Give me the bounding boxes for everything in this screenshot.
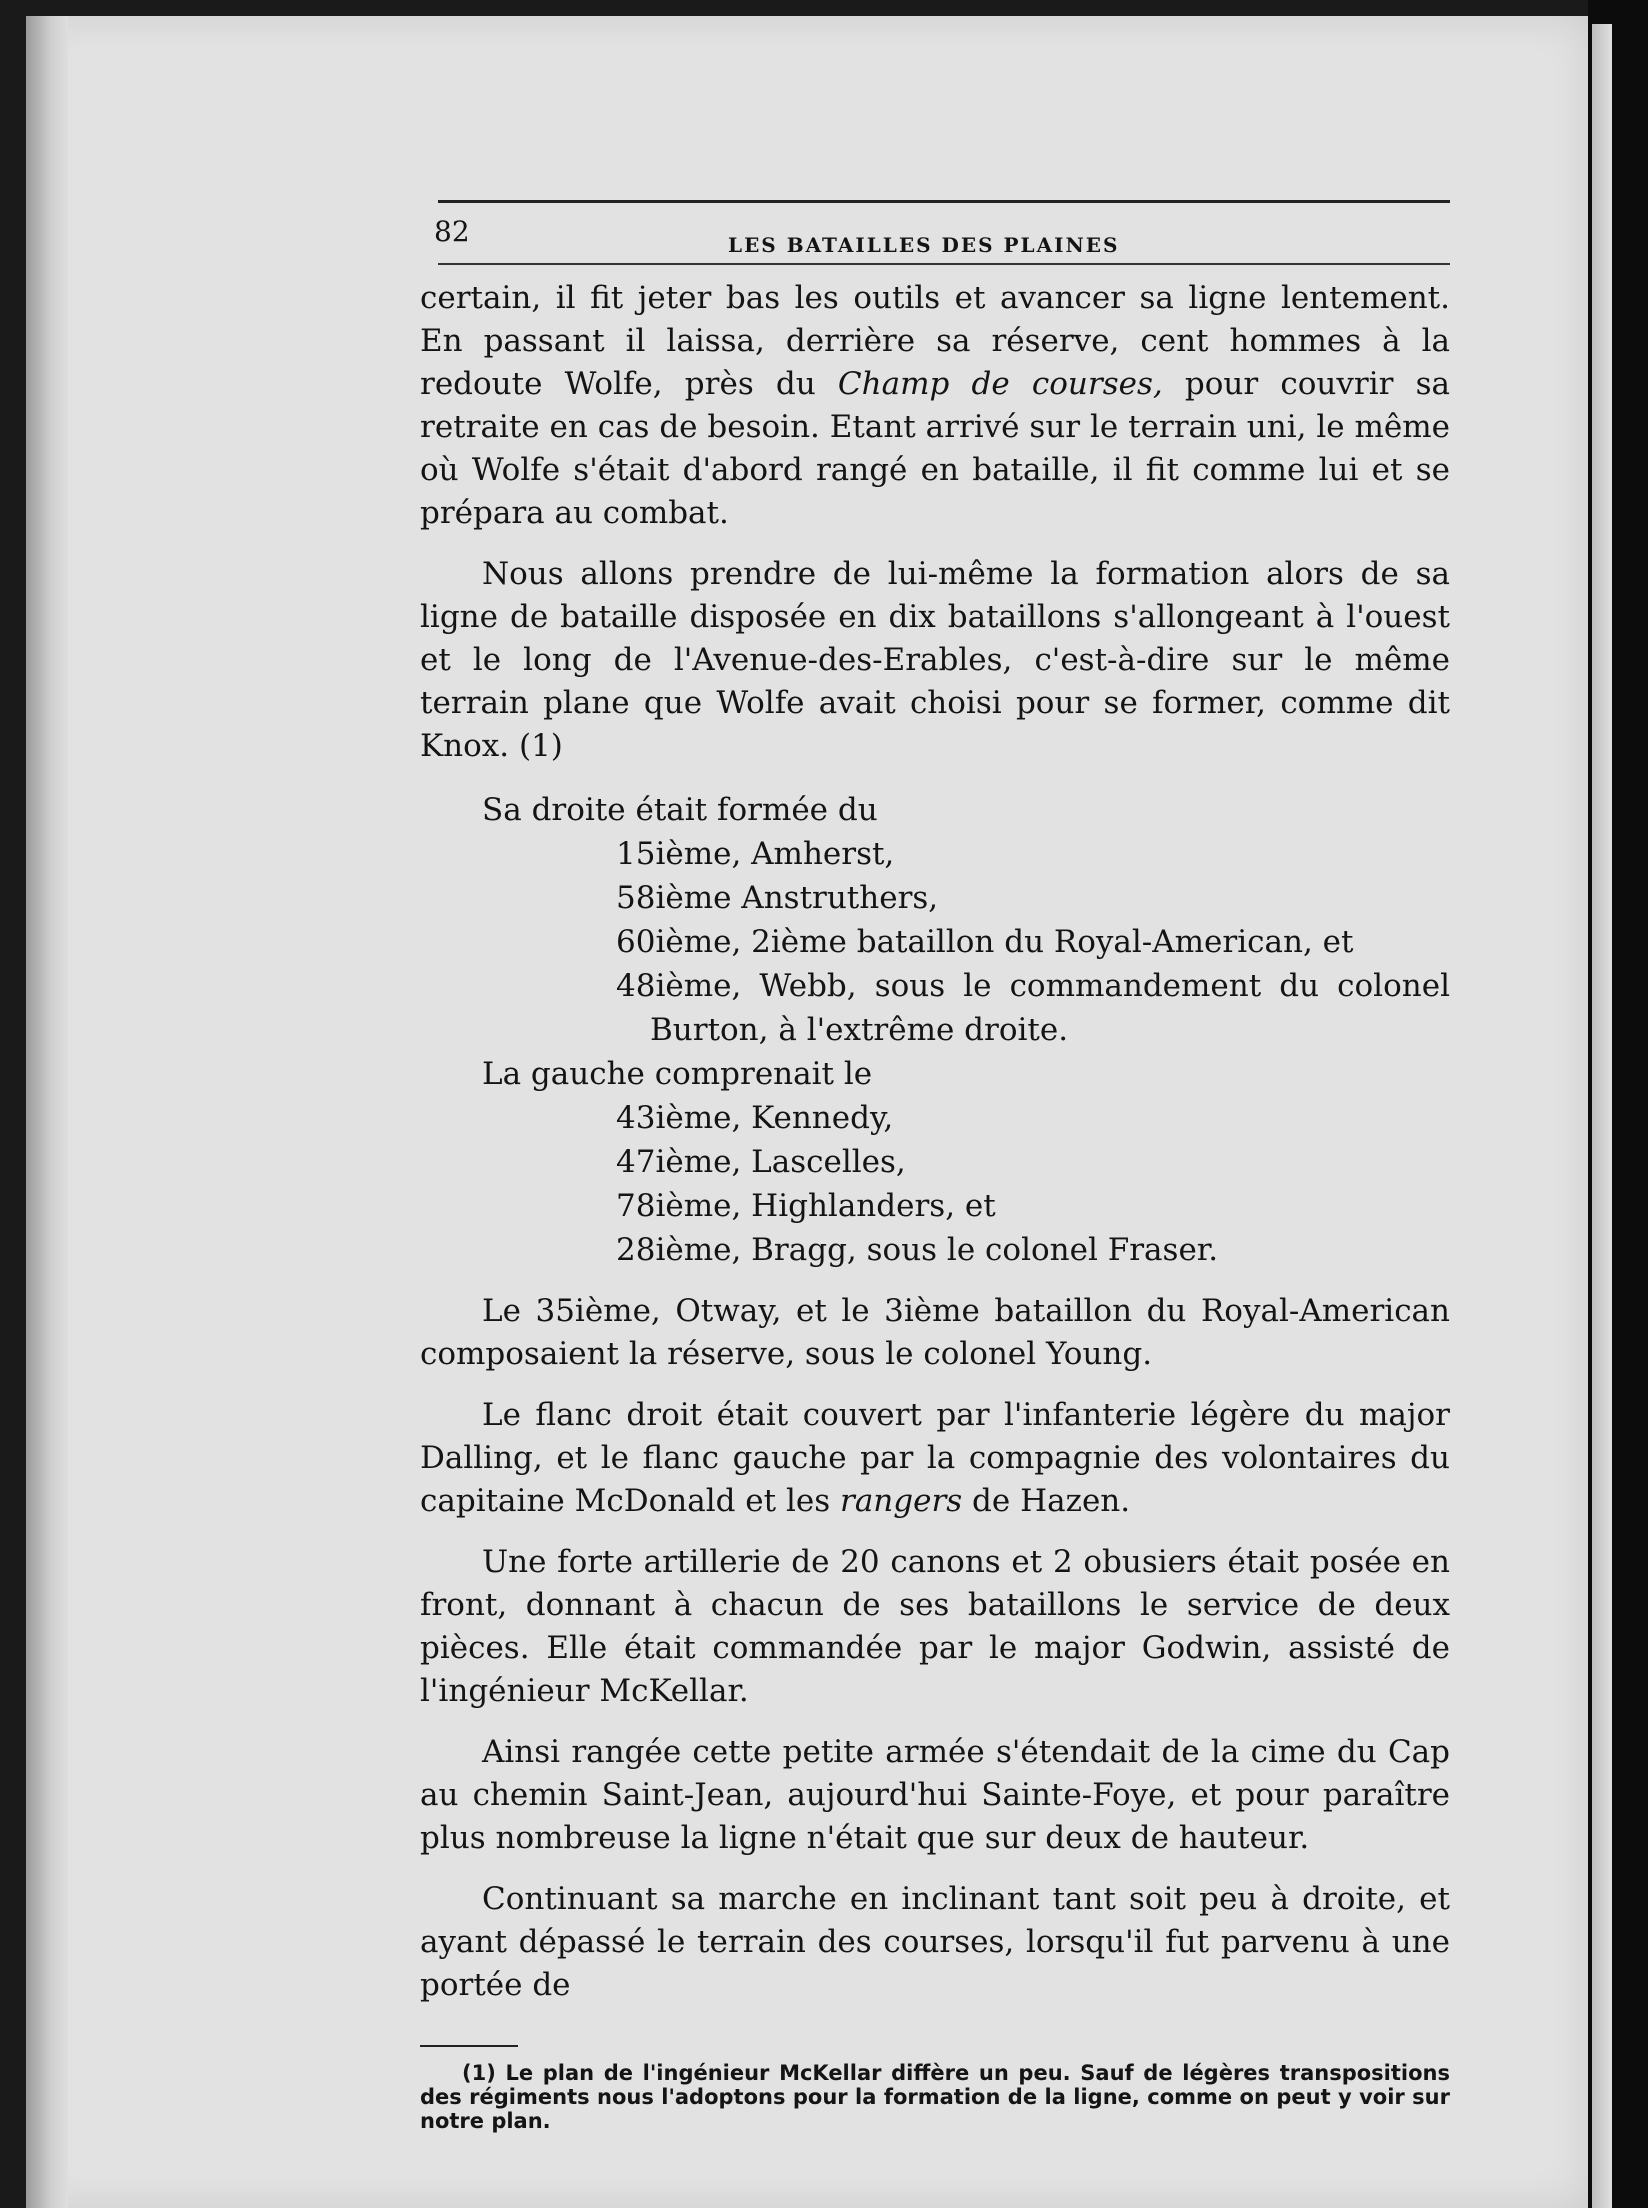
paragraph-4 [420,1394,1450,1523]
right-wing-intro: Sa droite était formée du [482,792,878,828]
paragraph-1 [420,277,1450,535]
list-item: 28ième, Bragg, sous le colonel Fraser. [616,1232,1219,1268]
paragraph-5: Une forte artillerie de 20 canons et 2 obusiers était posée en front, donnant à chacun de ses bataillons le service de deux pièces. Elle était commandée par le major Godwin, assisté de l'ingénieur McKellar. [420,1544,1450,1709]
paragraph-3: Le 35ième, Otway, et le 3ième bataillon du Royal-American composaient la réserve, sous le colonel Young. [420,1293,1450,1372]
header-rule [438,263,1450,265]
list-item: 15ième, Amherst, [616,836,895,872]
paragraph-4-text: Le flanc droit était couvert par l'infanterie légère du major Dalling, et le flanc gauche par la compagnie des volontaires du capitaine McDonald et les [420,1397,1450,1519]
list-item: 60ième, 2ième bataillon du Royal-American, et [616,924,1354,960]
paragraph-4-italic: rangers [840,1483,963,1519]
page-content [420,200,1450,2133]
footnote: (1) Le plan de l'ingénieur McKellar diffère un peu. Sauf de légères transpositions des régiments nous l'adoptons pour la formation de la ligne, comme on peut y voir sur notre plan. [420,2061,1450,2133]
list-item: 78ième, Highlanders, et [616,1188,996,1224]
page-number: 82 [434,215,470,248]
page-gutter-shadow [26,16,68,2208]
list-item: 48ième, Webb, sous le commandement du colonel Burton, à l'extrême droite. [616,968,1450,1048]
footnote-rule [420,2045,518,2047]
paragraph-4-rest: de Hazen. [972,1483,1131,1519]
running-title: LES BATAILLES DES PLAINES [728,233,1120,257]
left-wing-list [420,1052,1450,1272]
paragraph-1-italic: Champ de courses, [837,366,1163,402]
paragraph-6: Ainsi rangée cette petite armée s'étendait de la cime du Cap au chemin Saint-Jean, aujourd'hui Sainte-Foye, et pour paraître plus nombreuse la ligne n'était que sur deux de hauteur. [420,1734,1450,1856]
list-item: 43ième, Kennedy, [616,1100,894,1136]
list-item: 47ième, Lascelles, [616,1144,906,1180]
list-item: 58ième Anstruthers, [616,880,939,916]
right-wing-list [420,788,1450,1052]
paragraph-2: Nous allons prendre de lui-même la formation alors de sa ligne de bataille disposée en dix bataillons s'allongeant à l'ouest et le long de l'Avenue-des-Erables, c'est-à-dire sur le même terrain plane que Wolfe avait choisi pour se former, comme dit Knox. (1) [420,556,1450,764]
paragraph-7: Continuant sa marche en inclinant tant soit peu à droite, et ayant dépassé le terrain des courses, lorsqu'il fut parvenu à une portée de [420,1881,1450,2003]
left-wing-intro: La gauche comprenait le [482,1056,873,1092]
paragraph-1-text: certain, il fit jeter bas les outils et avancer sa ligne lentement. En passant il laissa, derrière sa réserve, cent hommes à la redoute Wolfe, près du [420,280,1450,402]
running-header [434,200,1450,263]
paragraph-1-rest: pour couvrir sa retraite en cas de besoin. Etant arrivé sur le terrain uni, le même où Wolfe s'était d'abord rangé en bataille, il fit comme lui et se prépara au combat. [420,366,1451,531]
facing-page-edge [1592,24,1612,2208]
